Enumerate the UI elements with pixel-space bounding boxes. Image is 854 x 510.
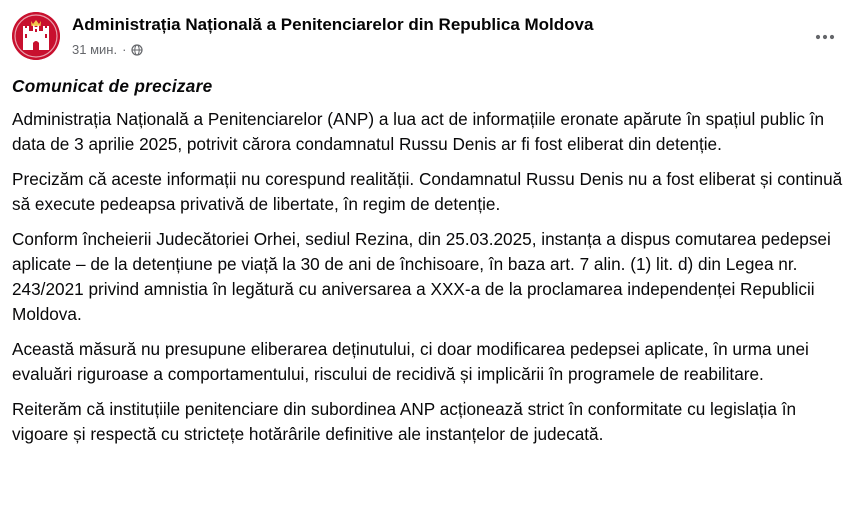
globe-icon: [131, 44, 143, 56]
post-paragraph: Această măsură nu presupune eliberarea deținutului, ci doar modificarea pedepsei aplicate, în urma unei evaluări riguroase a comportamentului, riscului de recidivă și implicării în programele de reabilitare.: [12, 339, 809, 384]
fortress-emblem-icon: [12, 12, 60, 60]
more-horizontal-icon: [815, 34, 835, 40]
post-title: Comunicat de precizare: [12, 76, 213, 96]
post-timestamp[interactable]: 31 мин.: [72, 42, 118, 57]
meta-separator: ·: [122, 42, 127, 57]
post-options-button[interactable]: [808, 20, 842, 54]
post-header: [12, 12, 842, 62]
post-paragraph: Administrația Națională a Penitenciarelor (ANP) a lua act de informațiile eronate apărute în spațiul public în data de 3 aprilie 2025, potrivit cărora condamnatul Russu Denis ar fi fost eliberat din detenție.: [12, 109, 825, 154]
post-body: [12, 74, 850, 457]
post-paragraph: Reiterăm că instituțiile penitenciare din subordinea ANP acționează strict în conformitate cu legislația în vigoare și respectă cu strictețe hotărârile definitive ale instanțelor de judecată.: [12, 399, 797, 444]
page-avatar[interactable]: [12, 12, 60, 60]
author-name-link[interactable]: Administrația Națională a Penitenciarelor din Republica Moldova: [72, 15, 594, 34]
post-meta: [72, 42, 143, 57]
post-paragraph: Conform încheierii Judecătoriei Orhei, sediul Rezina, din 25.03.2025, instanța a dispus comutarea pedepsei aplicate – de la detențiune pe viață la 30 de ani de închisoare, în baza art. 7 alin. (1) lit. d) din Legea nr. 243/2021 privind amnistia în legătură cu aniversarea a XXX-a de la proclamarea independenței Republicii Moldova.: [12, 229, 831, 324]
post-paragraph: Precizăm că aceste informații nu corespund realității. Condamnatul Russu Denis nu a fost eliberat și continuă să execute pedeapsa privativă de libertate, în regim de detenție.: [12, 169, 843, 214]
